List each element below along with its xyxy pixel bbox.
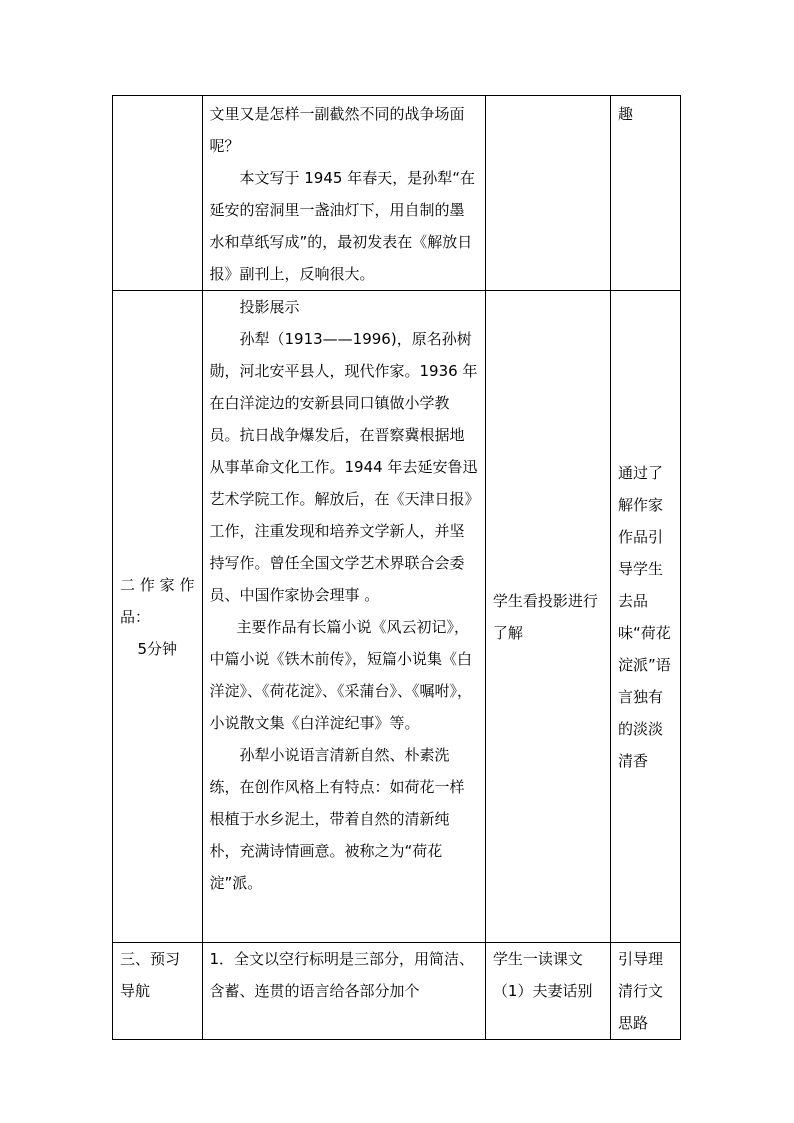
design-purpose-text: 引导理清行文思路 <box>617 950 663 1032</box>
design-purpose-cell <box>610 96 680 291</box>
design-purpose-cell <box>610 943 680 1040</box>
student-activity-cell <box>485 96 610 291</box>
content-heading: 投影展示 <box>239 298 300 316</box>
stage-cell <box>113 96 203 291</box>
lesson-plan-table <box>112 95 681 1040</box>
table-row <box>113 96 681 291</box>
content-cell <box>202 943 485 1040</box>
content-paragraph: 本文写于 1945 年春天，是孙犁“在延安的窑洞里一盏油灯下，用自制的墨水和草纸写成”的，最初发表在《解放日报》副刊上，反响很大。 <box>209 169 475 283</box>
stage-duration: 5分钟 <box>137 639 178 658</box>
content-cell <box>202 291 485 943</box>
design-purpose-cell <box>610 291 680 943</box>
content-paragraph: 孙犁（1913——1996)，原名孙树勋，河北安平县人，现代作家。1936 年在白洋淀边的安新县同口镇做小学教员。抗日战争爆发后，在晋察冀根据地从事革命文化工作。1944 年去延安鲁迅艺术学院工作。解放后，在《天津日报》工作，注重发现和培养文学新人，并坚持写作。曾任全国文学艺术界联合会委员、中国作家协会理事 。 <box>209 330 478 604</box>
design-purpose-text: 趣 <box>617 105 633 123</box>
content-paragraph: 孙犁小说语言清新自然、朴素洗练，在创作风格上有特点：如荷花一样根植于水乡泥土，带着自然的清新纯朴，充满诗情画意。被称之为“荷花淀”派。 <box>209 746 465 892</box>
content-cell <box>202 96 485 291</box>
stage-title-cont: 品： <box>120 607 151 626</box>
content-paragraph: 1．全文以空行标明是三部分，用简洁、含蓄、连贯的语言给各部分加个 <box>209 950 475 1000</box>
student-activity-text: 学生看投影进行了解 <box>492 591 598 642</box>
stage-title: 二 作 家 作 <box>120 575 195 594</box>
table-row <box>113 943 681 1040</box>
stage-cell <box>113 943 203 1040</box>
content-paragraph: 文里又是怎样一副截然不同的战争场面呢？ <box>209 105 465 155</box>
stage-title: 三、预习导航 <box>120 950 181 1000</box>
student-activity-cell <box>485 943 610 1040</box>
content-paragraph: 主要作品有长篇小说《风云初记》，中篇小说《铁木前传》，短篇小说集《白洋淀》、《荷花淀》、《采蒲台》、《嘱咐》，小说散文集《白洋淀纪事》等。 <box>209 618 473 732</box>
student-activity-cell <box>485 291 610 943</box>
design-purpose-text: 通过了解作家作品引导学生去品味“荷花淀派”语言独有的淡淡清香 <box>617 463 671 770</box>
table-row <box>113 291 681 943</box>
student-activity-text: 学生一读课文（1）夫妻话别 <box>492 950 593 1000</box>
stage-cell <box>113 291 203 943</box>
